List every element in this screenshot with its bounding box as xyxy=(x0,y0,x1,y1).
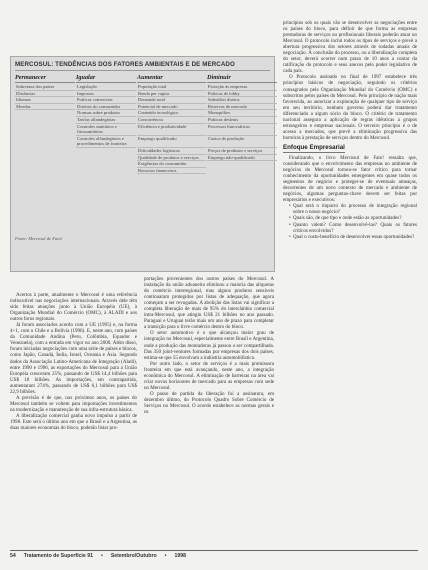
table-cell xyxy=(15,161,75,168)
table-cell xyxy=(15,148,75,155)
table-cell: Proteção às empresas xyxy=(207,84,277,91)
table-cell: População total xyxy=(137,84,206,91)
table-cell: Renda per capita xyxy=(137,91,206,98)
table-cell: Processos burocráticos xyxy=(207,124,277,136)
table-cell: Legislação xyxy=(76,84,136,91)
table-cell xyxy=(15,136,75,148)
question-list xyxy=(283,203,417,239)
table-source-note: Fonte: Mercosul de Fato! xyxy=(15,236,63,241)
table-header: Igualar xyxy=(76,74,136,83)
table-cell xyxy=(207,168,277,175)
table-cell xyxy=(15,124,75,136)
table-cell: Qualidade de produtos e serviços xyxy=(137,155,206,162)
table-cell: Moedas xyxy=(15,104,75,111)
table-cell xyxy=(76,155,136,162)
table-title: MERCOSUL: TENDÊNCIAS DOS FATORES AMBIENTAIS E DE MERCADO xyxy=(15,61,270,71)
table-cell: Distâncias xyxy=(15,91,75,98)
list-item: • Qual será o impacto do processo de integração regional sobre o nosso negócio? xyxy=(289,203,417,215)
paragraph: Por outro lado, o setor de serviços é a mais promissora fronteira em que está avançando, neste ano, a integração econômica do Mercosul. A eliminação de barreiras na área vai criar novos horizontes de mercado para as empresas com sede no Mercosul. xyxy=(144,360,274,391)
table-cell: Conteúdo tecnológico xyxy=(137,110,206,117)
table-header: Aumentar xyxy=(137,74,206,83)
article-column-3 xyxy=(283,20,417,240)
table-cell: Sobretaxa dos países xyxy=(15,84,75,91)
table-cell: Exigências do consumidor xyxy=(137,161,206,168)
table-cell: Custos de produção xyxy=(207,136,277,148)
paragraph: princípios sob os quais vão se desenvolver as negociações entre os países do bloco, para definir de que forma as empresas prestadoras de serviços ou profissionais liberais poderão atuar no Mercosul. O protocolo inclui todos os tipos de serviços e prevê a abertura progressiva dos setores através de rodadas anuais de negociação. À conclusão do processo, ou a liberalização completa do setor, deverá ocorrer num prazo de 10 anos a contar da ratificação do protocolo e seus anexos pelo poder legislativo de cada país. xyxy=(283,20,417,75)
list-item: • Quais são, de que tipo e onde estão as oportunidades? xyxy=(289,215,417,221)
table-cell: Práticas de lobby xyxy=(207,91,277,98)
table-cell: Concorrência xyxy=(137,117,206,124)
table-cell xyxy=(207,161,277,168)
table-cell xyxy=(76,168,136,175)
table-grid xyxy=(15,74,270,174)
paragraph: Já foram associados acordo com a UE (1995) e, na forma 4+1, com o Chile e a Bolívia (1996). E, neste ano, com países da Comunidade Andina (Peru, Colômbia, Equador e Venezuela), com a entrada em vigor no ano 2000. Além disso, foram iniciadas negociações com uma série de países e blocos, como Japão, Canadá, Índia, Israel, Oceania e Ásia. Segundo dados da Associação Latino-Americana de Integração (Aladi), entre 1990 e 1996, as exportações do Mercosul para a União Européia cresceram 25%, passando de US$ 14,4 bilhões para US$ 18 bilhões. As importações, em contrapartida, aumentaram 274%, passando de US$ 6,1 bilhões para US$ 22,9 bilhões. xyxy=(10,322,137,395)
table-cell: Preços de produtos e serviços xyxy=(207,148,277,155)
magazine-name: Tratamento de Superfície 91 xyxy=(23,553,93,559)
paragraph: portações provenientes dos outros países do Mercosul. A instalação da união aduaneira eliminou a maioria das alíquotas do comércio interregional, mas alguns produtos sensíveis continuaram protegidos por listas de adequação, que agora começam a ser revogadas. A abolição das listas vai significar a completa liberação de mais de 95% do intercâmbio comercial intra-Mercosul, que atingiu US$ 21 bilhões no ano passado. Paraguai e Uruguai terão mais um ano de prazo para completar a transição para o livre comércio dentro do bloco. xyxy=(144,276,274,331)
table-cell: Controles alfandegários e procedimentos de fronteira xyxy=(76,136,136,148)
table-cell: Práticas desleais xyxy=(207,117,277,124)
table-cell: Práticas comerciais xyxy=(76,97,136,104)
table-header: Permanecer xyxy=(15,74,75,83)
list-item: • Quanto valem? Como desenvolvê-las? Quais os fatores críticos envolvidos? xyxy=(289,222,417,234)
table-cell: Dificuldades logísticas xyxy=(137,148,206,155)
table-cell: Subsídios diretos xyxy=(207,97,277,104)
paragraph: Finalizando, o livro Mercosul de Fato! ressalta que, considerando que o envolvimento das empresas no ambiente de negócios do Mercosul tornou-se fator crítico para tornar conhecimento da oportunidades emergentes em quase todos os segmentos de negócio e proteger-se de eventuais ameaças, decorrentes de um novo contexto de mercado e ambiente de negócios, algumas perguntas-chave devem ser feitas por empresários e executivos: xyxy=(283,154,417,204)
trends-table xyxy=(10,56,275,272)
separator: • xyxy=(164,553,167,559)
table-cell: Potencial de mercado xyxy=(137,104,206,111)
article-column-1 xyxy=(10,292,137,431)
table-cell xyxy=(76,148,136,155)
table-header: Diminuir xyxy=(207,74,277,83)
list-item: • Qual o custo-benefício de desenvolver essas oportunidades? xyxy=(289,234,417,240)
paragraph: O Protocolo assinado no final de 1997 estabelece três princípios básicos de negociação, seguindo os critérios consagrados pela Organização Mundial do Comércio (OMC) e subscritos pelos países do Mercosul. Pelo princípio de nação mais favorecida, ao autorizar a exploração de qualquer tipo de serviço em seu território, nenhum governo poderá dar tratamento diferenciado a algum sócio do bloco. O critério de tratamento nacional assegura a aplicação de regras idênticas a grupos estrangeiros e empresas nacionais. O terceiro princípio é o de acesso a mercados, que prevê a eliminação progressiva das barreiras à prestação de serviços dentro do Mercosul. xyxy=(283,74,417,141)
table-cell: Normas sobre produtos xyxy=(76,110,136,117)
paragraph: A previsão é de que, nos próximos anos, os países do Mercosul também se voltem para importações investimentos na modernização e manutenção de sua infra-estrutura básica. xyxy=(10,394,137,413)
separator: • xyxy=(100,553,103,559)
table-cell: Demanda total xyxy=(137,97,206,104)
table-cell xyxy=(15,155,75,162)
table-cell xyxy=(15,117,75,124)
table-cell: Impostos xyxy=(76,91,136,98)
table-cell: Controles sanitários e fitossanitários xyxy=(76,124,136,136)
table-cell: Emprego qualificado xyxy=(137,136,206,148)
page-number: 54 xyxy=(10,553,16,559)
table-cell xyxy=(76,161,136,168)
paragraph: O passo de partida da liberação foi a assinatura, em dezembro último, do Protocolo Quadro Sobre Comércio de Serviços no Mercosul. O acordo estabelece as normas gerais e os xyxy=(144,390,274,416)
table-cell: Idiomas xyxy=(15,97,75,104)
paragraph: O setor automotivo é o que alcançou maior grau de integração no Mercosul, especialmente entre Brasil e Argentina, onde a produção das montadoras já passou a ser compartilhada. Das 350 joint-ventures formadas por empresas dos dois países, estima-se que 55 envolvam a indústria automobilística. xyxy=(144,330,274,361)
table-cell xyxy=(15,110,75,117)
section-heading: Enfoque Empresarial xyxy=(283,145,345,153)
paragraph: Acertos à parte, atualmente o Mercosul é uma referência indiscutível nas negociações internacionais. Através dele têm sido feitas atuações junto à União Européia (UE), à Organização Mundial do Comércio (OMC), à ALADI e aos outros foros regionais. xyxy=(10,292,137,323)
table-cell: Reservas de mercado xyxy=(207,104,277,111)
issue-year: 1998 xyxy=(174,553,187,559)
table-cell: Monopólios xyxy=(207,110,277,117)
table-cell: Direitos do consumidor xyxy=(76,104,136,111)
table-cell: Tarifas alfandegárias xyxy=(76,117,136,124)
paragraph: A liberalização comercial ganha novo impulso a partir de 1998. Este será o último ano em que o Brasil e a Argentina, as duas maiores economias do bloco, poderão listar pro- xyxy=(10,412,137,432)
table-cell: Recursos financeiros xyxy=(137,168,206,175)
issue-month: Setembro/Outubro xyxy=(110,553,157,559)
table-cell: Emprego não-qualificado xyxy=(207,155,277,162)
article-column-2 xyxy=(144,276,274,415)
table-cell xyxy=(15,168,75,175)
table-cell: Eficiência e produtividade xyxy=(137,124,206,136)
page-footer xyxy=(10,550,418,559)
